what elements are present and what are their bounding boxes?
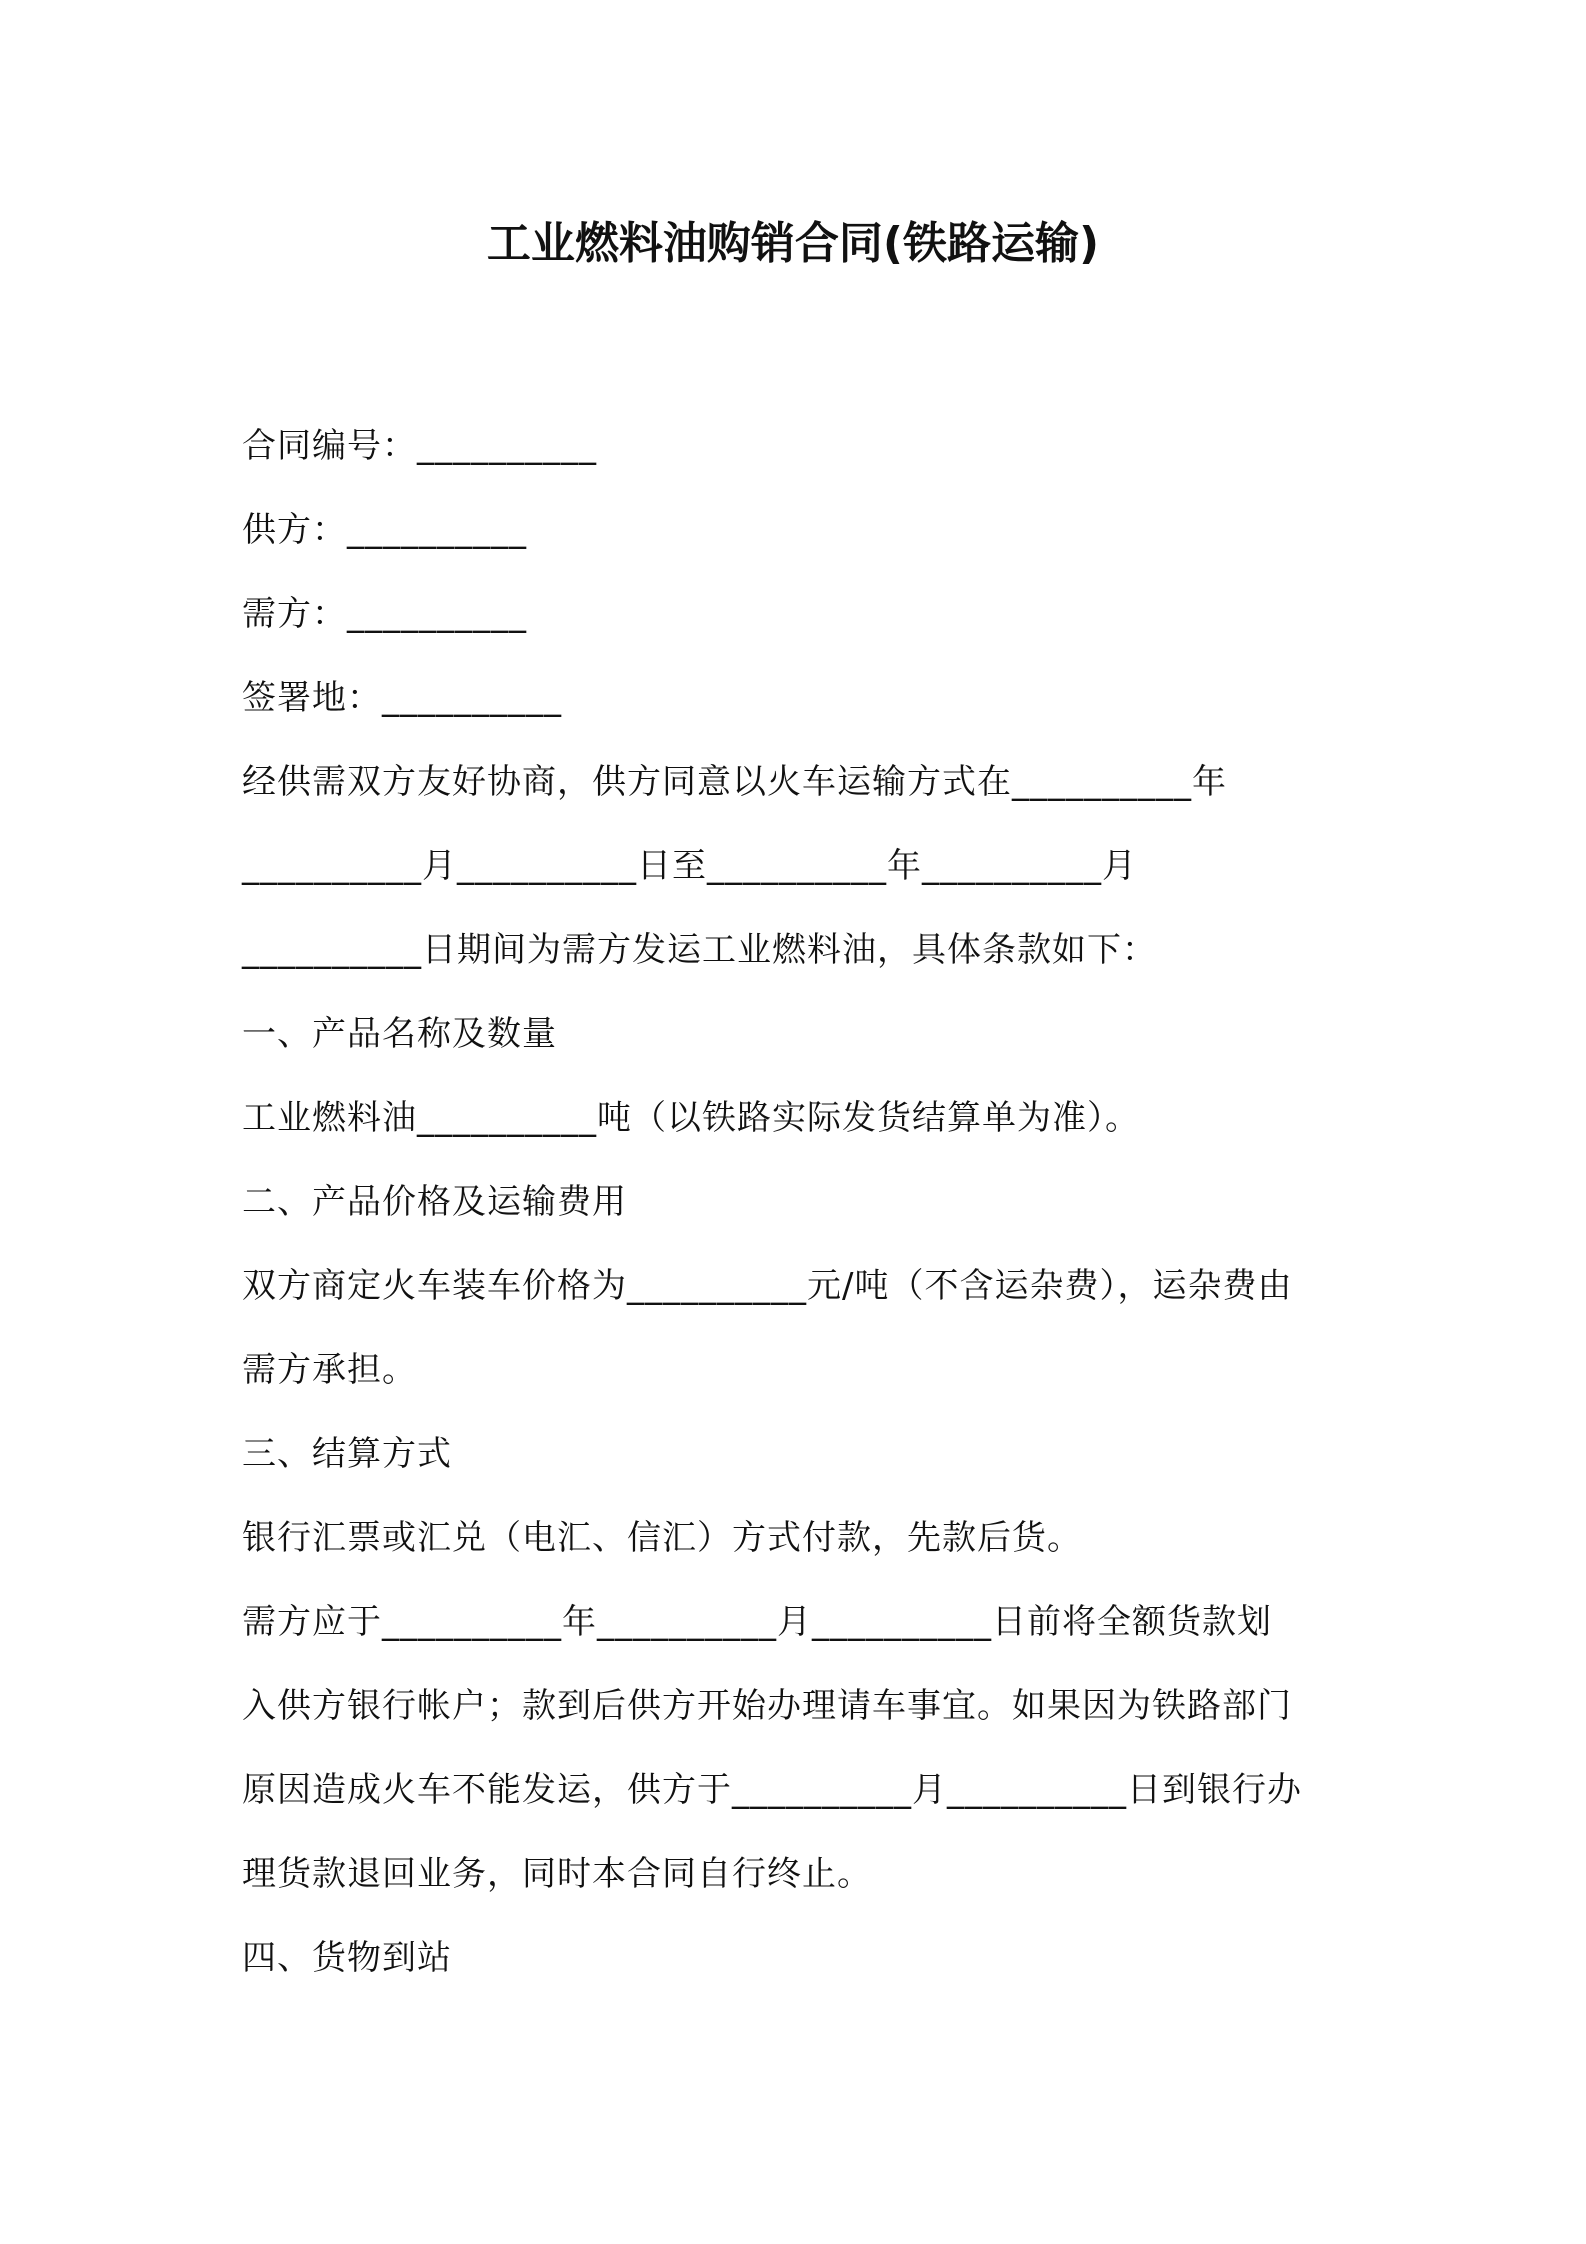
document-title: 工业燃料油购销合同(铁路运输): [486, 218, 1100, 269]
contract-number-field: 合同编号：__________: [242, 426, 597, 466]
contract-body: [242, 404, 1362, 2000]
intro-paragraph-line: 经供需双方友好协商，供方同意以火车运输方式在__________年: [242, 762, 1227, 802]
settlement-paragraph-line: 需方应于__________年__________月__________日前将全额货款划: [242, 1602, 1272, 1642]
price-paragraph-line: 双方商定火车装车价格为__________元/吨（不含运杂费），运杂费由: [242, 1266, 1293, 1306]
section-heading-product: 一、产品名称及数量: [242, 1014, 557, 1054]
settlement-paragraph-line: 入供方银行帐户；款到后供方开始办理请车事宜。如果因为铁路部门: [242, 1686, 1292, 1726]
section-heading-arrival: 四、货物到站: [242, 1938, 452, 1978]
settlement-paragraph-line: 原因造成火车不能发运，供方于__________月__________日到银行办: [242, 1770, 1302, 1810]
product-quantity-line: 工业燃料油__________吨（以铁路实际发货结算单为准）。: [242, 1098, 1140, 1138]
intro-paragraph-line: __________月__________日至__________年__________月: [242, 846, 1137, 886]
settlement-paragraph-line: 理货款退回业务，同时本合同自行终止。: [242, 1854, 872, 1894]
buyer-field: 需方：__________: [242, 594, 527, 634]
signing-place-field: 签署地：__________: [242, 678, 562, 718]
supplier-field: 供方：__________: [242, 510, 527, 550]
price-paragraph-line: 需方承担。: [242, 1350, 417, 1390]
section-heading-settlement: 三、结算方式: [242, 1434, 452, 1474]
section-heading-price: 二、产品价格及运输费用: [242, 1182, 627, 1222]
settlement-method-line: 银行汇票或汇兑（电汇、信汇）方式付款，先款后货。: [242, 1518, 1082, 1558]
intro-paragraph-line: __________日期间为需方发运工业燃料油，具体条款如下：: [242, 930, 1157, 970]
